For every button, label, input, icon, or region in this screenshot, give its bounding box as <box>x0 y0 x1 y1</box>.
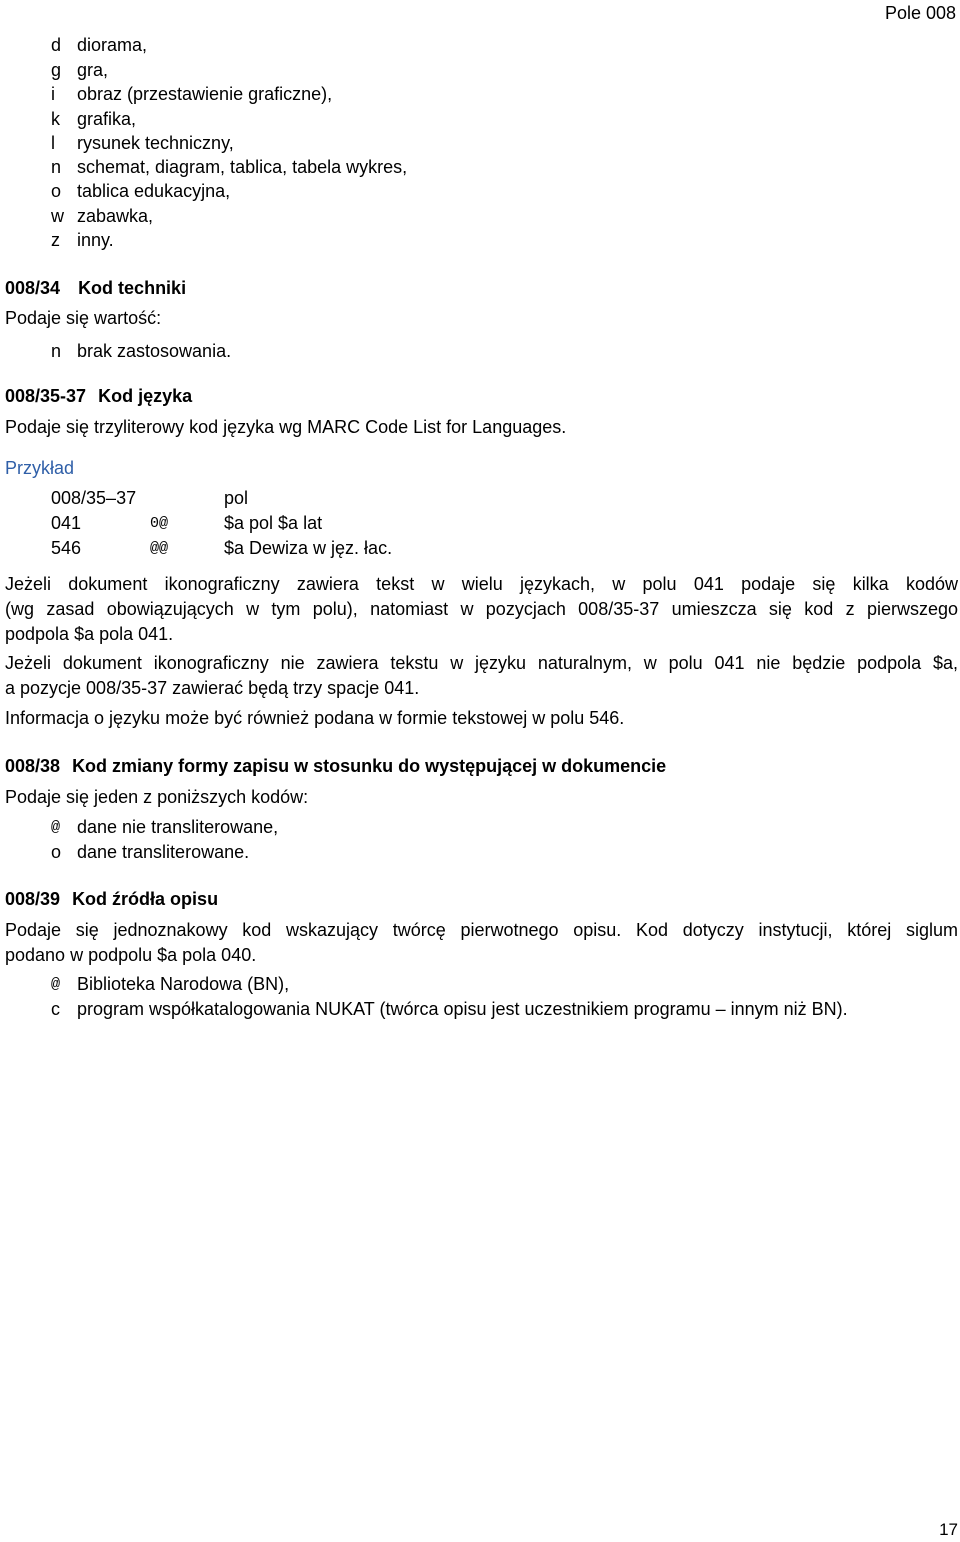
example-value: $a Dewiza w jęz. łac. <box>224 538 393 558</box>
item-label: diorama, <box>77 35 148 55</box>
paragraph-line: Jeżeli dokument ikonograficzny nie zawiera tekstu w języku naturalnym, w polu 041 nie będzie podpola $a, <box>5 653 958 673</box>
item-code: o <box>51 842 62 862</box>
item-code: d <box>51 35 62 55</box>
item-code: n <box>51 341 62 361</box>
paragraph-line: (wg zasad obowiązujących w tym polu), natomiast w pozycjach 008/35-37 umieszcza się kod z pierwszego <box>5 599 958 619</box>
item-label: zabawka, <box>77 206 154 226</box>
item-code: o <box>51 181 62 201</box>
item-code: i <box>51 84 55 104</box>
item-code: w <box>51 206 64 226</box>
paragraph-line: podano w podpolu $a pola 040. <box>5 945 257 965</box>
item-label: brak zastosowania. <box>77 341 232 361</box>
paragraph-line: Podaje się jednoznakowy kod wskazujący twórcę pierwotnego opisu. Kod dotyczy instytucji, której siglum <box>5 920 958 940</box>
item-code: @ <box>51 819 61 836</box>
example-indicators: @@ <box>150 540 169 557</box>
item-label: gra, <box>77 60 109 80</box>
item-label: Biblioteka Narodowa (BN), <box>77 974 290 994</box>
heading-number: 008/34 <box>5 278 61 298</box>
item-label: schemat, diagram, tablica, tabela wykres, <box>77 157 408 177</box>
item-label: rysunek techniczny, <box>77 133 234 153</box>
example-value: pol <box>224 488 249 508</box>
section-intro: Podaje się wartość: <box>5 308 162 328</box>
section-heading <box>5 276 186 300</box>
item-code: g <box>51 60 62 80</box>
section-intro: Podaje się jeden z poniższych kodów: <box>5 787 309 807</box>
heading-title: Kod języka <box>98 386 193 406</box>
paragraph-line: podpola $a pola 041. <box>5 624 174 644</box>
item-label: grafika, <box>77 109 137 129</box>
heading-title: Kod techniki <box>78 278 187 298</box>
item-code: k <box>51 109 60 129</box>
section-intro: Podaje się trzyliterowy kod języka wg MARC Code List for Languages. <box>5 417 567 437</box>
example-value: $a pol $a lat <box>224 513 323 533</box>
item-label: program współkatalogowania NUKAT (twórca opisu jest uczestnikiem programu – innym niż BN). <box>77 999 848 1019</box>
heading-title: Kod zmiany formy zapisu w stosunku do występującej w dokumencie <box>72 756 667 776</box>
item-label: tablica edukacyjna, <box>77 181 231 201</box>
paragraph: Informacja o języku może być również podana w formie tekstowej w polu 546. <box>5 708 625 728</box>
item-label: obraz (przestawienie graficzne), <box>77 84 333 104</box>
section-heading <box>5 754 666 778</box>
paragraph-line: a pozycje 008/35-37 zawierać będą trzy spacje 041. <box>5 678 420 698</box>
page-number: 17 <box>939 1520 958 1539</box>
example-indicators: 0@ <box>150 515 169 532</box>
example-tag: 546 <box>51 538 82 558</box>
item-code: n <box>51 157 62 177</box>
item-code: z <box>51 230 60 250</box>
heading-number: 008/35-37 <box>5 386 87 406</box>
section-heading <box>5 887 218 911</box>
heading-number: 008/39 <box>5 889 61 909</box>
running-header: Pole 008 <box>884 3 956 23</box>
paragraph-line: Jeżeli dokument ikonograficzny zawiera tekst w wielu językach, w polu 041 podaje się kilka kodów <box>5 574 958 594</box>
example-label: Przykład <box>5 458 75 478</box>
item-label: dane nie transliterowane, <box>77 817 279 837</box>
heading-title: Kod źródła opisu <box>72 889 219 909</box>
example-tag: 008/35–37 <box>51 488 137 508</box>
section-heading <box>5 384 192 408</box>
item-label: dane transliterowane. <box>77 842 250 862</box>
item-code: c <box>51 999 60 1019</box>
heading-number: 008/38 <box>5 756 61 776</box>
example-tag: 041 <box>51 513 82 533</box>
item-code: @ <box>51 976 61 993</box>
item-label: inny. <box>77 230 114 250</box>
item-code: l <box>51 133 55 153</box>
